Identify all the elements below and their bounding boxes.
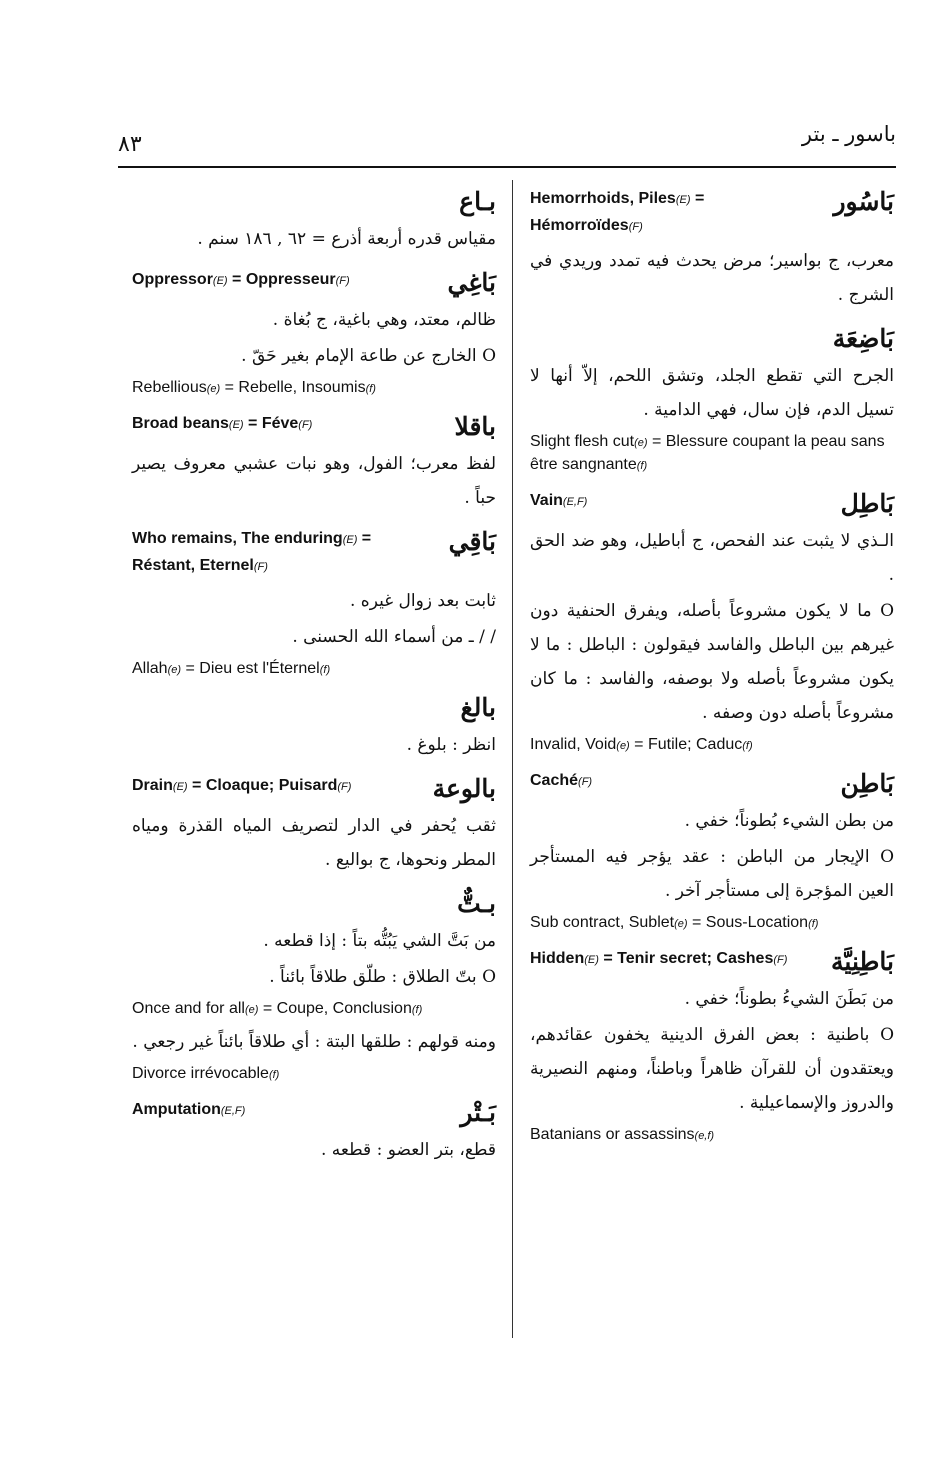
dictionary-entry	[132, 186, 496, 256]
language-tag: (F)	[628, 221, 643, 233]
arabic-definition: من بَتَّ الشي يَبُتُّه بتاً : إذا قطعه .	[263, 931, 496, 951]
dictionary-entry	[132, 526, 496, 681]
arabic-headword: بَاطِل	[840, 489, 894, 518]
language-tag: (e)	[616, 740, 630, 752]
arabic-definition: / / ـ من أسماء الله الحسنى .	[292, 627, 496, 647]
arabic-headword: بَاسُور	[833, 187, 894, 216]
dictionary-entry	[132, 1097, 496, 1167]
language-tag: (e)	[206, 383, 221, 395]
arabic-headword: بالوعة	[432, 774, 496, 803]
language-tag: (e,f)	[694, 1130, 715, 1142]
entry-head	[132, 526, 496, 580]
entry-head	[530, 488, 894, 520]
english-headword: Oppressor(E) = Oppresseur(F)	[132, 271, 350, 288]
arabic-headword: بـاع	[459, 187, 496, 216]
arabic-headword: بَـتْر	[460, 1098, 496, 1127]
language-tag: (E)	[675, 194, 691, 206]
entry-head	[530, 946, 894, 978]
language-tag: (f)	[319, 664, 331, 676]
entry-head	[132, 1097, 496, 1129]
language-tag: (f)	[268, 1069, 280, 1081]
language-tag: (E,F)	[562, 496, 588, 508]
translation-line: Batanians or assassins(e,f)	[530, 1126, 715, 1143]
page-number: ٨٣	[118, 132, 142, 157]
page-header	[118, 118, 896, 168]
arabic-definition: انظر : بلوغ .	[406, 735, 496, 755]
column-divider	[512, 180, 513, 1338]
language-tag: (F)	[298, 419, 313, 431]
language-tag: (F)	[335, 275, 350, 287]
language-tag: (E)	[584, 954, 599, 966]
entry-head	[132, 411, 496, 443]
arabic-definition: قطع، بتر العضو : قطعه .	[320, 1140, 496, 1160]
english-headword: Hemorrhoids, Piles(E) = Hémorroïdes(F)	[530, 190, 705, 234]
arabic-definition: O الخارج عن طاعة الإمام بغير حَقّ .	[241, 346, 496, 366]
language-tag: (E)	[342, 534, 358, 546]
english-headword: Amputation(E,F)	[132, 1101, 246, 1118]
arabic-headword: بَاغِي	[447, 268, 496, 297]
english-headword: Drain(E) = Cloaque; Puisard(F)	[132, 777, 352, 794]
language-tag: (F)	[773, 954, 788, 966]
english-headword: Broad beans(E) = Féve(F)	[132, 415, 313, 432]
language-tag: (e)	[674, 918, 688, 930]
dictionary-entry	[530, 768, 894, 935]
arabic-definition: معرب، ج بواسير؛ مرض يحدث فيه تمدد وريدي في الشرج .	[530, 251, 894, 305]
language-tag: (f)	[742, 740, 753, 752]
language-tag: (f)	[636, 460, 648, 472]
dictionary-entry	[132, 888, 496, 1086]
entry-head	[132, 773, 496, 805]
language-tag: (F)	[337, 781, 352, 793]
translation-line: Allah(e) = Dieu est l'Éternel(f)	[132, 660, 331, 677]
dictionary-entry	[530, 186, 894, 312]
arabic-definition: من بَطَنَ الشيءُ بطوناً؛ خفي .	[684, 989, 894, 1009]
language-tag: (E)	[212, 275, 228, 287]
arabic-definition: ثابت بعد زوال غيره .	[349, 591, 496, 611]
left-column	[132, 186, 496, 1178]
arabic-definition: ومنه قولهم : طلقها البتة : أي طلاقاً بائناً غير رجعي .	[132, 1032, 496, 1052]
arabic-definition: الـذي لا يثبت عند الفحص، ج أباطيل، وهو ضد الحق .	[530, 531, 894, 585]
arabic-definition: O بتّ الطلاق : طلّق طلاقاً بائناً .	[269, 967, 496, 987]
arabic-headword: باقلا	[454, 412, 496, 441]
dictionary-entry	[530, 946, 894, 1147]
english-headword: Vain(E,F)	[530, 492, 588, 509]
arabic-headword: بَاطِن	[840, 769, 894, 798]
arabic-headword: بَاقِي	[448, 527, 496, 556]
language-tag: (F)	[578, 776, 593, 788]
language-tag: (E)	[228, 419, 244, 431]
translation-line: Once and for all(e) = Coupe, Conclusion(f)	[132, 1000, 423, 1017]
translation-line: Divorce irrévocable(f)	[132, 1065, 280, 1082]
translation-line: Sub contract, Sublet(e) = Sous-Location(f)	[530, 914, 819, 931]
translation-line: Invalid, Void(e) = Futile; Caduc(f)	[530, 736, 753, 753]
arabic-headword: بَاضِعَة	[832, 324, 894, 353]
arabic-definition: O الإيجار من الباطن : عقد يؤجر فيه المستأجر العين المؤجرة إلى مستأجر آخر .	[530, 847, 894, 901]
arabic-definition: مقياس قدره أربعة أذرع = ٦٢ , ١٨٦ سنم .	[197, 229, 496, 249]
arabic-headword: بَاطِنِيَّة	[831, 947, 894, 976]
arabic-definition: ظالم، معتد، وهي باغية، ج بُغاة .	[272, 310, 496, 330]
arabic-definition: ثقب يُحفر في الدار لتصريف المياه القذرة ومياه المطر ونحوها، ج بواليع .	[132, 816, 496, 870]
language-tag: (e)	[244, 1004, 259, 1016]
arabic-definition: من بطن الشيء بُطوناً؛ خفي .	[684, 811, 894, 831]
language-tag: (e)	[634, 437, 648, 449]
english-headword: Who remains, The enduring(E) = Réstant, Eternel(F)	[132, 530, 372, 574]
language-tag: (e)	[167, 664, 182, 676]
translation-line: Rebellious(e) = Rebelle, Insoumis(f)	[132, 379, 376, 396]
language-tag: (E,F)	[220, 1105, 246, 1117]
language-tag: (f)	[411, 1004, 423, 1016]
translation-line: Slight flesh cut(e) = Blessure coupant la peau sans être sangnante(f)	[530, 433, 885, 473]
arabic-definition: الجرح التي تقطع الجلد، وتشق اللحم، إلاّ أنها لا تسيل الدم، فإن سال، فهي الدامية .	[530, 366, 894, 420]
language-tag: (f)	[808, 918, 819, 930]
entry-head	[132, 267, 496, 299]
arabic-definition: لفظ معرب؛ الفول، وهو نبات عشبي معروف يصير حباً .	[132, 454, 496, 508]
arabic-headword: بالغ	[460, 693, 496, 722]
language-tag: (E)	[172, 781, 188, 793]
language-tag: (f)	[365, 383, 376, 395]
dictionary-entry	[132, 773, 496, 877]
arabic-definition: O ما لا يكون مشروعاً بأصله، ويفرق الحنفية دون غيرهم بين الباطل والفاسد فيقولون : الباطل : ما لا يكون مشروعاً بأصله ولا بوصفه، والفاسد : ما كان مشروعاً بأصله دون وصفه .	[530, 601, 894, 723]
dictionary-entry	[132, 411, 496, 515]
english-headword: Hidden(E) = Tenir secret; Cashes(F)	[530, 950, 788, 967]
entry-head	[530, 186, 894, 240]
dictionary-entry	[530, 488, 894, 757]
arabic-definition: O باطنية : بعض الفرق الدينية يخفون عقائدهم، ويعتقدون أن للقرآن ظاهراً وباطناً، ومنهم النصيرية والدروز والإسماعيلية .	[530, 1025, 894, 1113]
english-headword: Caché(F)	[530, 772, 593, 789]
running-head: باسور ـ بتر	[801, 122, 896, 146]
entry-head	[530, 768, 894, 800]
language-tag: (F)	[253, 561, 268, 573]
dictionary-entry	[530, 323, 894, 477]
dictionary-entry	[132, 692, 496, 762]
right-column	[530, 186, 894, 1158]
dictionary-entry	[132, 267, 496, 400]
arabic-headword: بـتٌّ	[457, 889, 496, 918]
